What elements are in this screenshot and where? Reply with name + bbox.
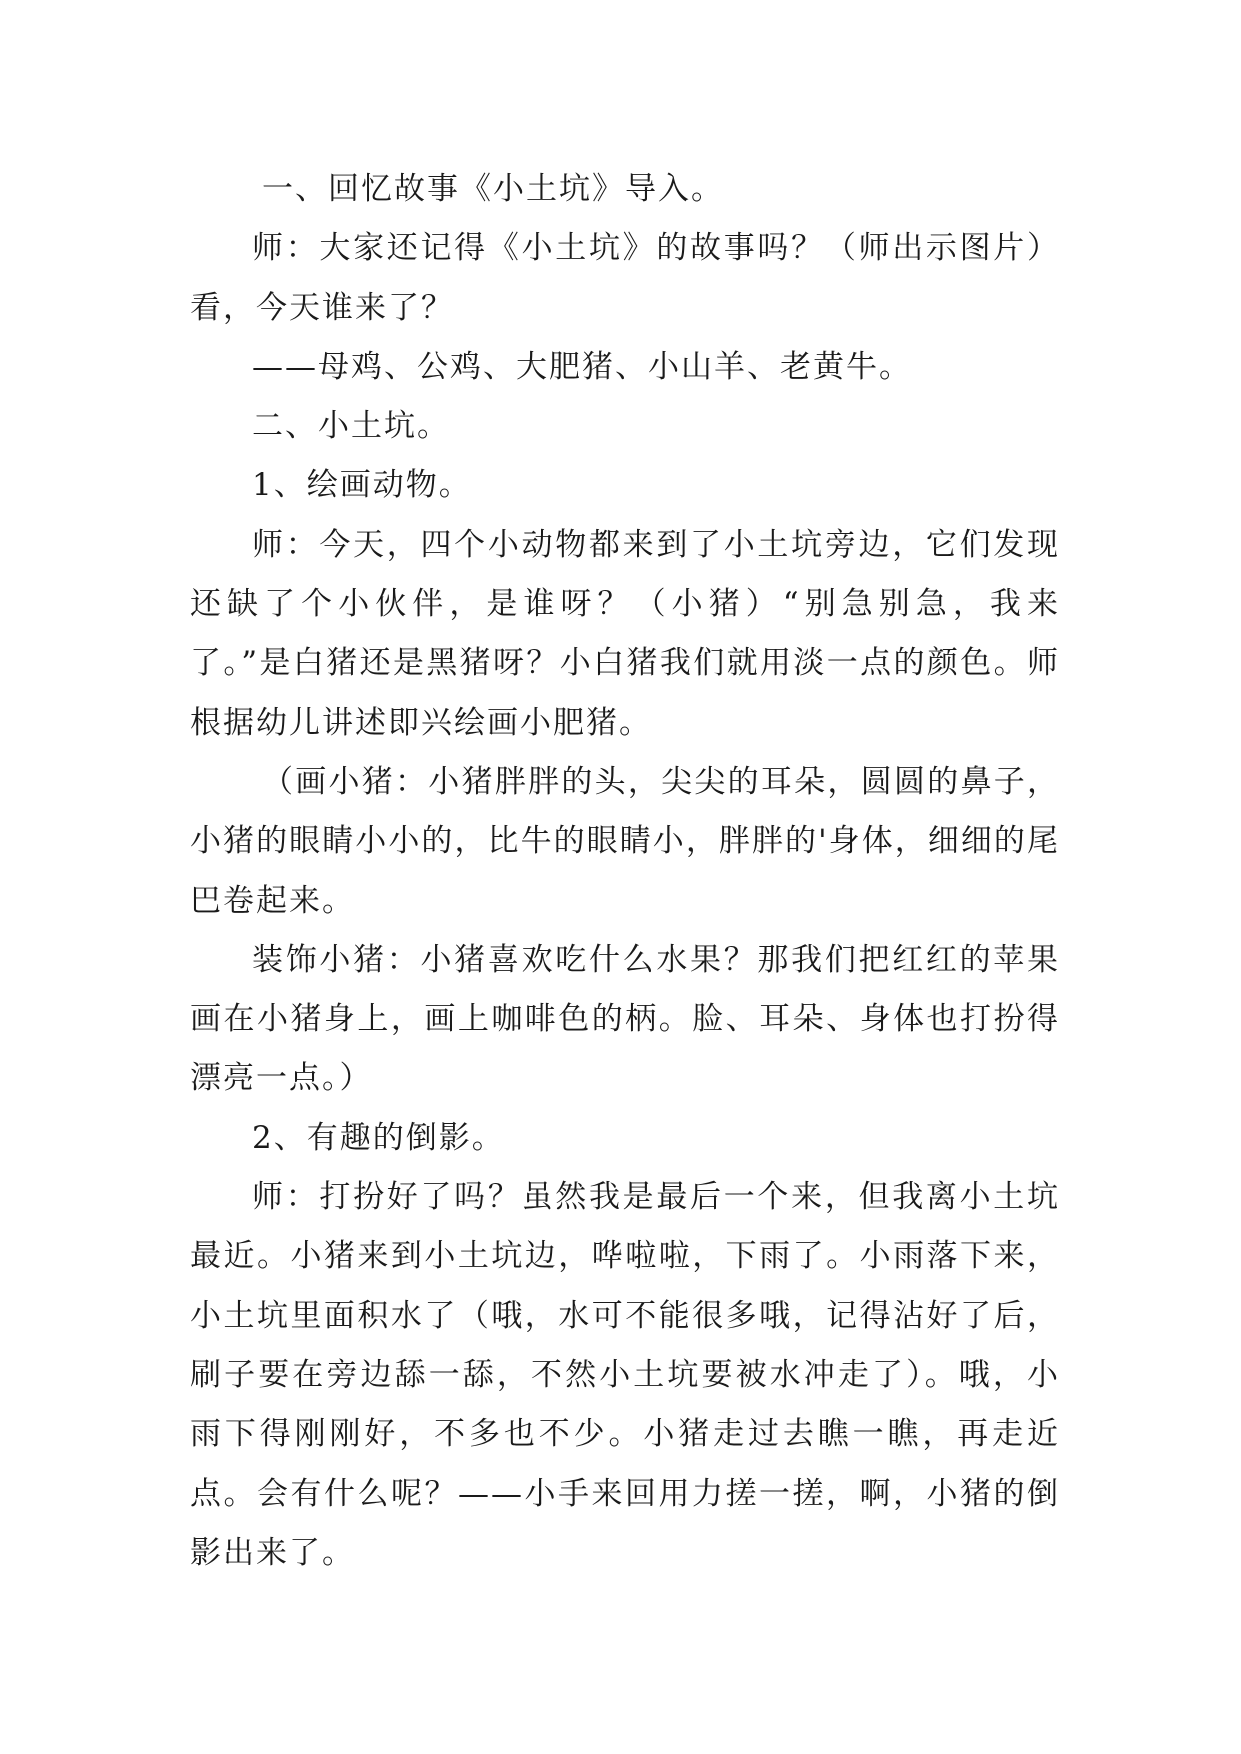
paragraph: 师：今天，四个小动物都来到了小土坑旁边，它们发现还缺了个小伙伴，是谁呀？（小猪）“别急别急，我来了。”是白猪还是黑猪呀？小白猪我们就用淡一点的颜色。师根据幼儿讲述即兴绘画小肥猪。 (190, 526, 1060, 741)
section-heading-2: 二、小土坑。 (252, 408, 450, 445)
subsection-heading-1: 1、绘画动物。 (252, 467, 472, 504)
section-heading-1: 一、回忆故事《小土坑》导入。 (262, 171, 724, 207)
paragraph: 师：大家还记得《小土坑》的故事吗？（师出示图片）看，今天谁来了？ (190, 230, 1060, 326)
paragraph: 师：打扮好了吗？虽然我是最后一个来，但我离小土坑最近。小猪来到小土坑边，哗啦啦，下雨了。小雨落下来，小土坑里面积水了（哦，水可不能很多哦，记得沾好了后，刷子要在旁边舔一舔，不然小土坑要被水冲走了）。哦，小雨下得刚刚好，不多也不少。小猪走过去瞧一瞧，再走近点。会有什么呢？——小手来回用力搓一搓，啊，小猪的倒影出来了。 (190, 1179, 1060, 1571)
paragraph: 装饰小猪：小猪喜欢吃什么水果？那我们把红红的苹果画在小猪身上，画上咖啡色的柄。脸、耳朵、身体也打扮得漂亮一点。） (190, 941, 1060, 1097)
paragraph: ——母鸡、公鸡、大肥猪、小山羊、老黄牛。 (252, 348, 912, 385)
subsection-heading-2: 2、有趣的倒影。 (252, 1119, 505, 1156)
paragraph: （画小猪：小猪胖胖的头，尖尖的耳朵，圆圆的鼻子，小猪的眼睛小小的，比牛的眼睛小，胖胖的'身体，细细的尾巴卷起来。 (190, 763, 1060, 919)
document-body (190, 160, 1060, 1583)
